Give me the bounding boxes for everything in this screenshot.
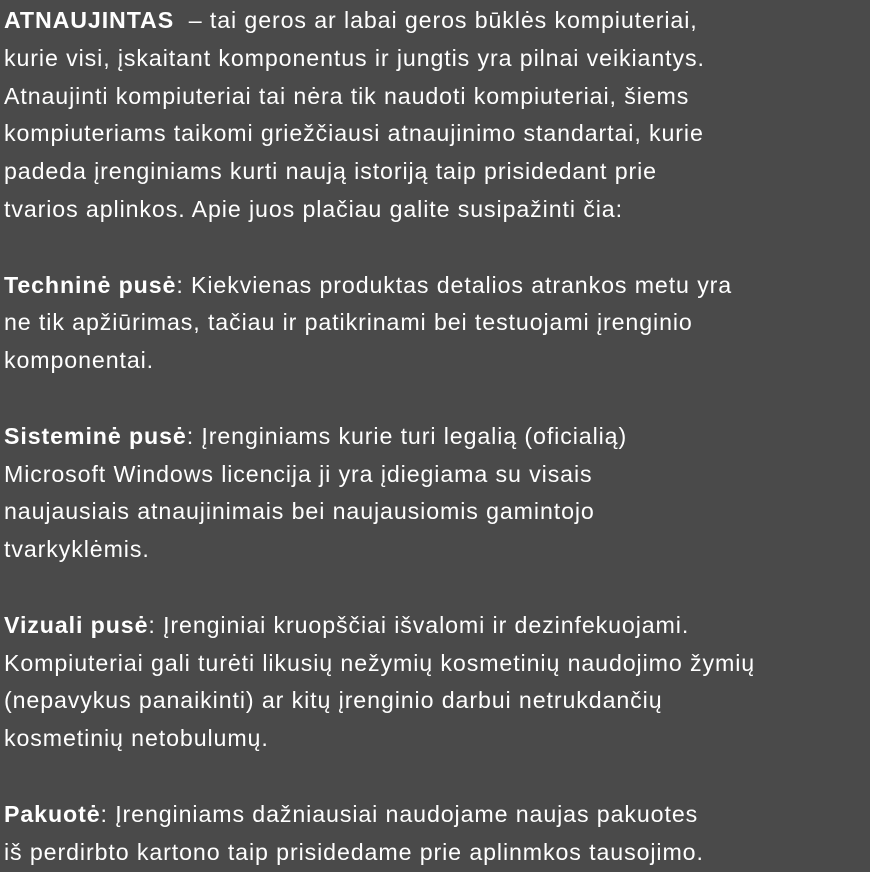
sistemine-paragraph <box>4 418 870 569</box>
vizuali-line-2: Kompiuteriai gali turėti likusių nežymių kosmetinių naudojimo žymių <box>4 649 756 676</box>
info-panel <box>0 2 870 872</box>
intro-line-3: Atnaujinti kompiuteriai tai nėra tik naudoti kompiuteriai, šiems <box>4 82 690 109</box>
intro-line-1-text: – tai geros ar labai geros būklės kompiuteriai, <box>174 7 698 33</box>
intro-line-6: tvarios aplinkos. Apie juos plačiau galite susipažinti čia: <box>4 195 623 222</box>
technine-line-1 <box>4 267 870 305</box>
intro-paragraph <box>4 2 870 229</box>
vizuali-label: Vizuali pusė <box>4 611 149 638</box>
sistemine-line-2: Microsoft Windows licencija ji yra įdiegiama su visais <box>4 460 593 487</box>
intro-line-1 <box>4 2 870 40</box>
pakuote-line-2: iš perdirbto kartono taip prisidedame prie aplinmkos tausojimo. <box>4 838 704 865</box>
vizuali-line-3: (nepavykus panaikinti) ar kitų įrenginio darbui netrukdančių <box>4 687 663 714</box>
sistemine-line-1-text: : Įrenginiams kurie turi legalią (oficialią) <box>186 422 628 449</box>
technine-line-3: komponentai. <box>4 347 155 374</box>
pakuote-label: Pakuotė <box>4 800 101 827</box>
pakuote-line-1-text: : Įrenginiams dažniausiai naudojame naujas pakuotes <box>100 800 699 827</box>
intro-line-2: kurie visi, įskaitant komponentus ir jungtis yra pilnai veikiantys. <box>4 44 705 71</box>
vizuali-paragraph <box>4 607 870 758</box>
pakuote-line-1 <box>4 796 870 834</box>
vizuali-line-4: kosmetinių netobulumų. <box>4 725 269 752</box>
pakuote-paragraph <box>4 796 870 872</box>
intro-line-4: kompiuteriams taikomi griežčiausi atnaujinimo standartai, kurie <box>4 120 704 147</box>
sistemine-line-3: naujausiais atnaujinimais bei naujausiomis gamintojo <box>4 498 595 525</box>
sistemine-line-4: tvarkyklėmis. <box>4 536 150 563</box>
sistemine-line-1 <box>4 418 870 456</box>
technine-paragraph <box>4 267 870 380</box>
intro-title: ATNAUJINTAS <box>4 7 175 33</box>
vizuali-line-1 <box>4 607 870 645</box>
technine-label: Techninė pusė <box>4 271 177 298</box>
sistemine-label: Sisteminė pusė <box>4 422 187 449</box>
technine-line-2: ne tik apžiūrimas, tačiau ir patikrinami bei testuojami įrenginio <box>4 309 693 336</box>
intro-line-5: padeda įrenginiams kurti naują istoriją taip prisidedant prie <box>4 158 657 185</box>
technine-line-1-text: : Kiekvienas produktas detalios atrankos metu yra <box>176 271 733 298</box>
vizuali-line-1-text: : Įrenginiai kruopščiai išvalomi ir dezinfekuojami. <box>148 611 690 638</box>
